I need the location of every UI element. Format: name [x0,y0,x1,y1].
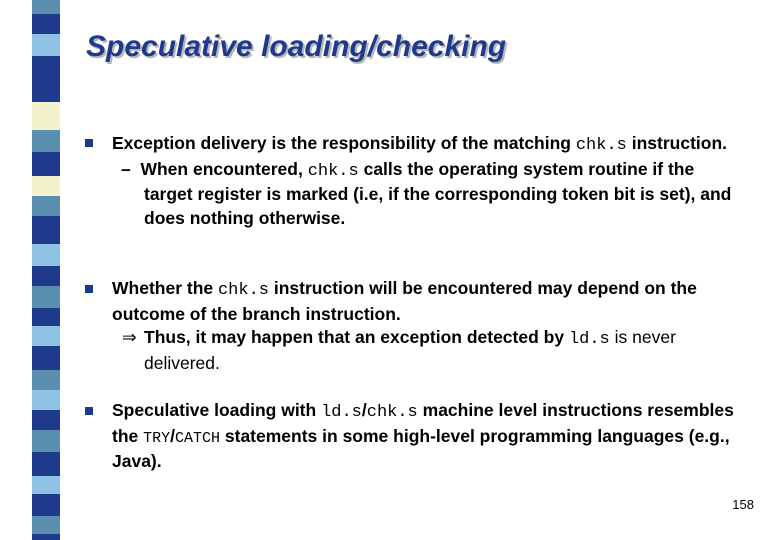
bullet-2-sub-a: Thus, it may happen that an exception detected by [144,327,569,347]
bullet-1-sub-b: calls the operating system routine if the target register is marked (i.e, if the corresponding token bit is set), and does nothing otherwise. [144,158,732,228]
sidebar-block [32,176,60,196]
sidebar-block [32,196,60,216]
page-number: 158 [732,497,754,512]
sidebar-block [32,534,60,540]
bullet-2-sub-b: is never delivered. [144,327,676,373]
sidebar-block [32,266,60,286]
sidebar-block [32,286,60,308]
bullet-square-icon [85,407,93,415]
bullet-3-text [112,399,737,474]
sidebar-block [32,244,60,266]
sidebar-block [32,130,60,152]
sidebar-block [32,14,60,34]
sidebar-block [32,152,60,176]
sidebar-block [32,84,60,102]
bullet-3-slash: / [361,400,367,420]
bullet-2-code: chk.s [217,281,269,300]
bullet-1-text [112,132,737,230]
bullet-3-text-a: Speculative loading with [112,400,322,420]
bullet-3-code-a: ld.s [321,403,362,422]
sidebar-block [32,308,60,326]
bullet-3-text-c: statements in some high-level programming languages (e.g., Java). [112,425,730,471]
sidebar-block [32,56,60,84]
sidebar-block [32,494,60,516]
dash-marker: – [121,158,131,179]
bullet-2-text-a: Whether the [112,278,218,298]
bullet-2-text [112,277,737,375]
sidebar-block [32,326,60,346]
sidebar-block [32,102,60,130]
bullet-2-sub-code: ld.s [568,330,610,349]
bullet-3-text-b: machine level instructions resembles the [112,400,734,446]
sidebar-block [32,516,60,534]
bullet-2-text-b: instruction will be encountered may depend on the outcome of the branch instruction. [112,278,697,324]
bullet-3-code-d: CATCH [175,429,221,447]
sidebar-block [32,346,60,370]
sidebar-block [32,216,60,244]
implies-arrow-icon: ⇒ [122,327,137,347]
sidebar-block [32,410,60,430]
bullet-1-text-b: instruction. [626,133,728,153]
sidebar-block [32,390,60,410]
bullet-1-sub-a: When encountered, [140,158,308,179]
bullet-1-subitem [112,158,737,231]
bullet-3-code-b: chk.s [366,403,418,422]
bullet-1-code: chk.s [575,136,627,155]
sidebar-block [32,370,60,390]
bullet-3-slash-2: / [170,425,176,446]
bullet-2-subitem [112,326,737,375]
sidebar-block [32,0,60,14]
bullet-square-icon [85,139,93,147]
bullet-1-sub-code: chk.s [307,161,359,181]
bullet-1-text-a: Exception delivery is the responsibility of the matching [112,133,576,153]
bullet-3-code-c: TRY [143,429,171,447]
sidebar-block [32,476,60,494]
sidebar-stripe [32,0,60,540]
sidebar-block [32,452,60,476]
bullet-square-icon [85,285,93,293]
sidebar-block [32,430,60,452]
slide-title: Speculative loading/checking [86,30,507,63]
sidebar-block [32,34,60,56]
